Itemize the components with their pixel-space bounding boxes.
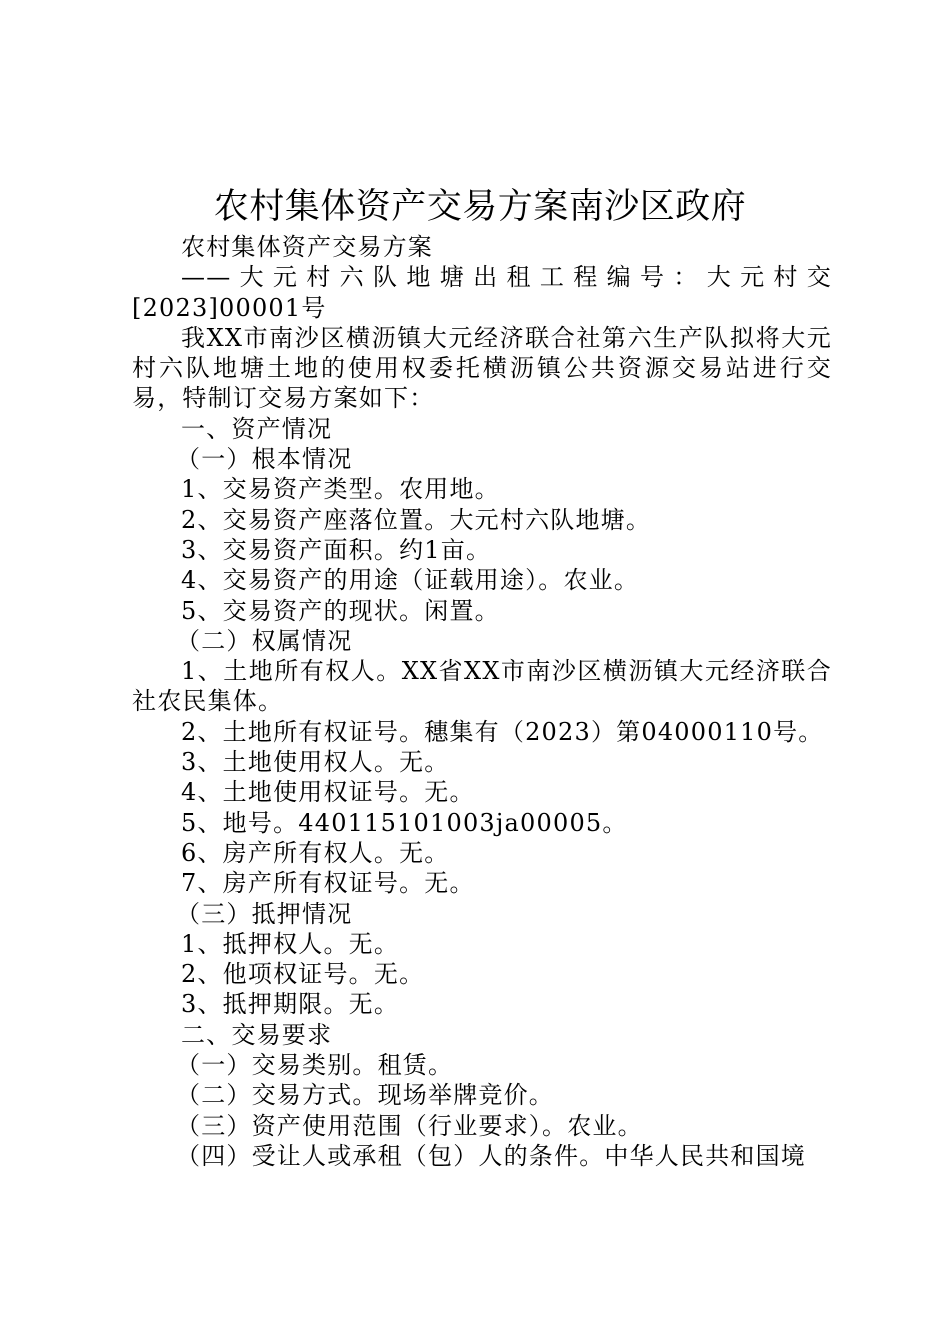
list-item: 3、交易资产面积。约1亩。 [181, 535, 492, 564]
list-item: 4、土地使用权证号。无。 [181, 778, 475, 807]
list-item: 5、交易资产的现状。闲置。 [181, 596, 500, 625]
subsection-heading-basic: （一）根本情况 [176, 445, 353, 474]
list-item: 5、地号。440115101003ja00005。 [181, 808, 628, 837]
list-item: 7、房产所有权证号。无。 [181, 869, 475, 898]
section-heading-requirements: 二、交易要求 [181, 1020, 333, 1049]
project-number-line: ——大元村六队地塘出租工程编号：大元村交[2023]00001号 [132, 263, 832, 322]
document-body [132, 232, 832, 1171]
list-item: （二）交易方式。现场举牌竞价。 [176, 1081, 554, 1110]
list-item: 3、土地使用权人。无。 [181, 748, 450, 777]
list-item: 2、他项权证号。无。 [181, 960, 425, 989]
list-item: 1、抵押权人。无。 [181, 929, 400, 958]
list-item: 2、土地所有权证号。穗集有（2023）第04000110号。 [181, 717, 824, 746]
subsection-heading-mortgage: （三）抵押情况 [176, 899, 353, 928]
list-item: （四）受让人或承租（包）人的条件。中华人民共和国境 [176, 1141, 806, 1170]
intro-paragraph: 我XX市南沙区横沥镇大元经济联合社第六生产队拟将大元村六队地塘土地的使用权委托横沥镇公共资源交易站进行交易，特制订交易方案如下： [132, 323, 832, 413]
list-item: 4、交易资产的用途（证载用途）。农业。 [181, 566, 640, 595]
subtitle-line: 农村集体资产交易方案 [181, 233, 433, 261]
subsection-heading-ownership: （二）权属情况 [176, 626, 353, 655]
list-item: （一）交易类别。租赁。 [176, 1051, 454, 1080]
section-heading-assets: 一、资产情况 [181, 414, 333, 443]
list-item: 3、抵押期限。无。 [181, 990, 400, 1019]
list-item: 2、交易资产座落位置。大元村六队地塘。 [181, 505, 652, 534]
list-item: （三）资产使用范围（行业要求）。农业。 [176, 1111, 643, 1140]
list-item: 6、房产所有权人。无。 [181, 838, 450, 867]
list-item: 1、土地所有权人。XX省XX市南沙区横沥镇大元经济联合社农民集体。 [132, 657, 832, 716]
list-item: 1、交易资产类型。农用地。 [181, 475, 500, 504]
document-title: 农村集体资产交易方案南沙区政府 [213, 187, 747, 227]
